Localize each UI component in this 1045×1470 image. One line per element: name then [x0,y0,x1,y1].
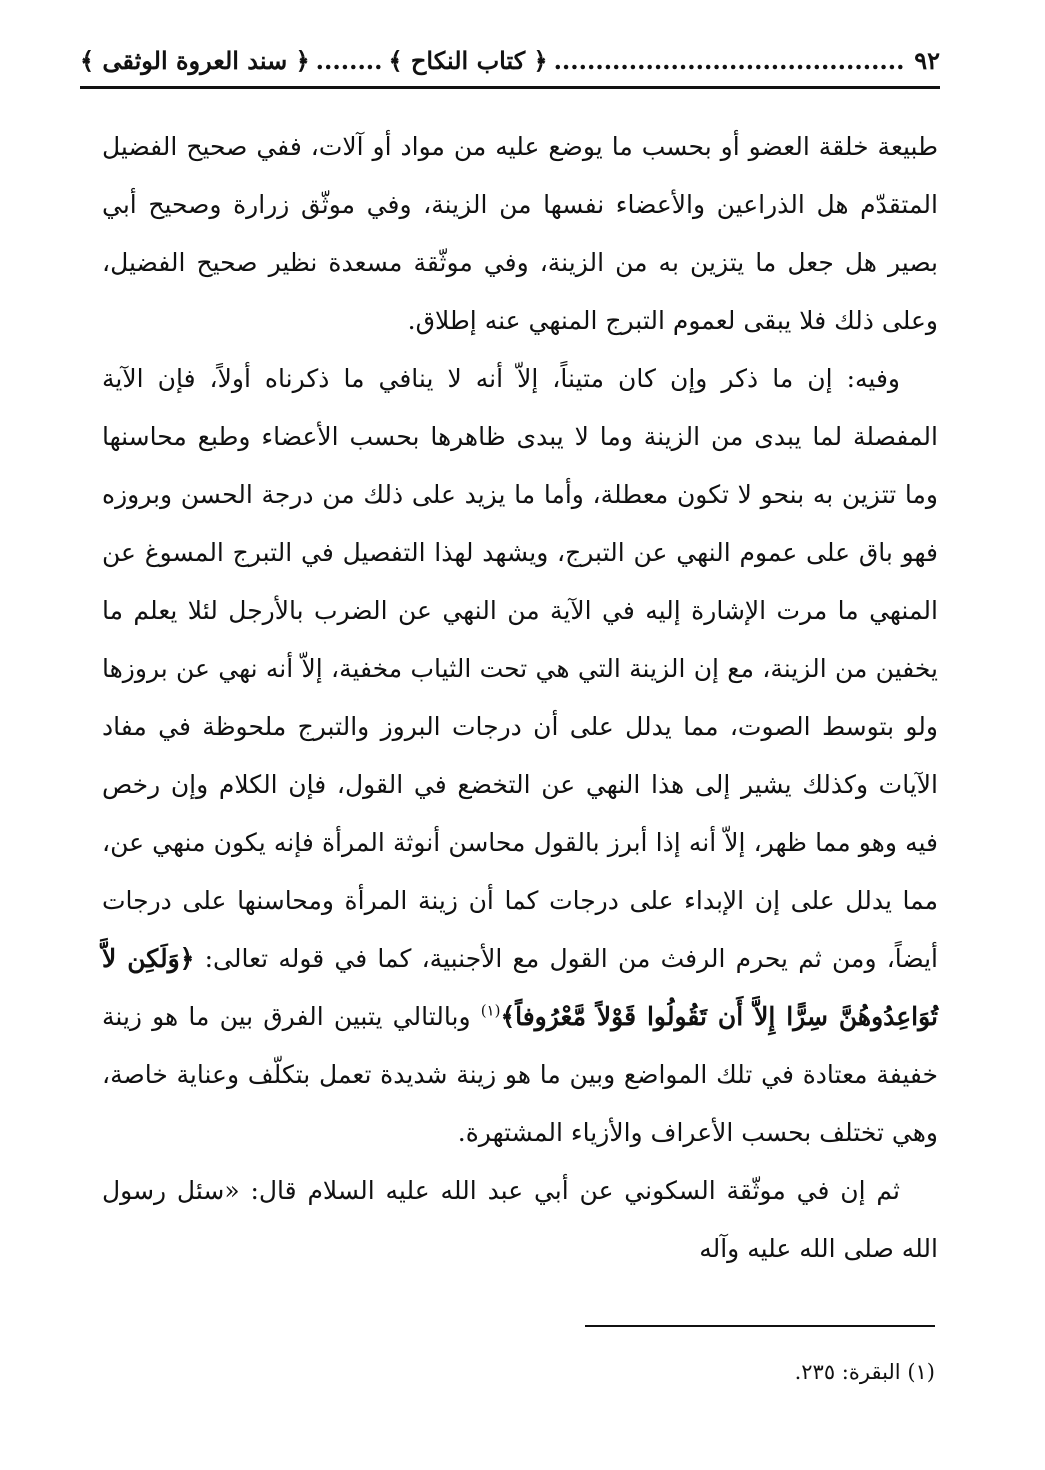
paragraph-2-text: وفيه: إن ما ذكر وإن كان متيناً، إلاّ أنه لا ينافي ما ذكرناه أولاً، فإن الآية المفصلة لما يبدى من الزينة وما لا يبدى ظاهرها بحسب الأعضاء وطبع محاسنها وما تتزين به بنحو لا تكون معطلة، وأما ما يزيد على ذلك من درجة الحسن وبروزه فهو باق على عموم النهي عن التبرج، ويشهد لهذا التفصيل في التبرج المسوغ عن المنهي ما مرت الإشارة إليه في الآية من النهي عن الضرب بالأرجل لئلا يعلم ما يخفين من الزينة، مع إن الزينة التي هي تحت الثياب مخفية، إلاّ أنه نهي عن بروزها ولو بتوسط الصوت، مما يدلل على أن درجات البروز والتبرج ملحوظة في مفاد الآيات وكذلك يشير إلى هذا النهي عن التخضع في القول، فإن الكلام وإن رخص فيه وهو مما ظهر، إلاّ أنه إذا أبرز بالقول محاسن أنوثة المرأة فإنه يكون منهي عن، مما يدلل على إن الإبداء على درجات كما أن زينة المرأة ومحاسنها على درجات أيضاً، ومن ثم يحرم الرفث من القول مع الأجنبية، كما في قوله تعالى: [102,364,938,973]
paragraph-1: طبيعة خلقة العضو أو بحسب ما يوضع عليه من مواد أو آلات، ففي صحيح الفضيل المتقدّم هل الذراعين والأعضاء نفسها من الزينة، وفي موثّق زرارة وصحيح أبي بصير هل جعل ما يتزين به من الزينة، وفي موثّقة مسعدة نظير صحيح الفضيل، وعلى ذلك فلا يبقى لعموم التبرج المنهي عنه إطلاق. [102,132,938,335]
page-number: ٩٢ [914,45,940,75]
footnote-marker: (١) [480,1001,501,1020]
header-titles [80,46,905,75]
header-rule [80,86,940,89]
header-dots-2: ........ [315,45,383,75]
footnote-rule [585,1325,935,1327]
main-text [102,118,938,1278]
book-title: ﴿ سند العروة الوثقى ﴾ [80,45,310,75]
chapter-title: ﴿ كتاب النكاح ﴾ [388,45,548,75]
running-header [80,40,940,80]
paragraph-2-continuation: وبالتالي يتبين الفرق بين ما هو زينة خفيفة معتادة في تلك المواضع وبين ما هو زينة شديدة تعمل بتكلّف وعناية خاصة، وهي تختلف بحسب الأعراف والأزياء المشتهرة. [102,1002,938,1147]
paragraph-2 [102,350,938,1162]
header-dots: .......................................... [553,45,905,75]
footnote: (١) البقرة: ٢٣٥. [794,1360,935,1384]
paragraph-3: ثم إن في موثّقة السكوني عن أبي عبد الله‏ عليه السلام قال: «سئل رسول الله‏ صلى الله عليه وآله [102,1176,938,1263]
quran-verse: ﴿وَلَكِن لاَّ تُوَاعِدُوهُنَّ سِرًّا إِلاَّ أَن تَقُولُوا قَوْلاً مَّعْرُوفاً﴾ [102,944,938,1031]
